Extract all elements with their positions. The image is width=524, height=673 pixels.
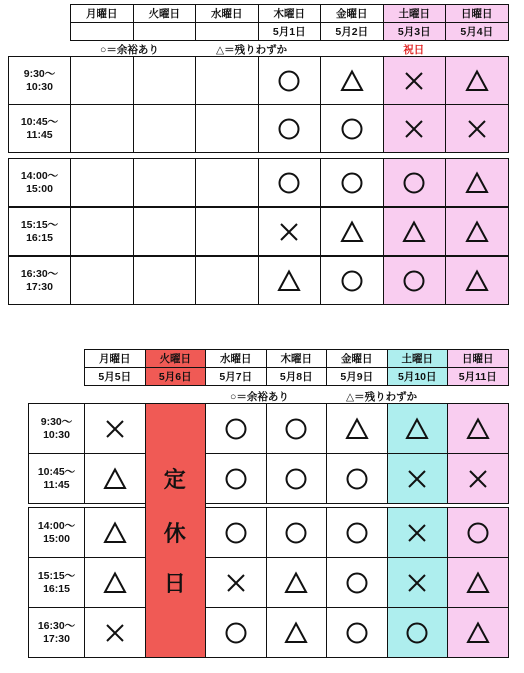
schedule2-slot-r1-c6 (447, 453, 509, 504)
schedule1-slot-r1-c2 (195, 104, 259, 153)
schedule2-slot-r0-c6 (447, 403, 509, 454)
schedule2-date-2: 5月7日 (205, 367, 267, 386)
circle-mark-icon (284, 521, 308, 545)
schedule2-slot-r0-c0 (84, 403, 146, 454)
schedule2-weekday-2: 水曜日 (205, 349, 267, 368)
schedule2-legend-triangle: △＝残りわずか (346, 391, 418, 403)
schedule2-slot-r1-c3 (266, 453, 328, 504)
schedule2-slot-r0-c5 (387, 403, 449, 454)
schedule1-slot-r2-c1 (133, 158, 197, 207)
schedule1-slot-r1-c0 (70, 104, 134, 153)
schedule2-date-5: 5月10日 (387, 367, 449, 386)
schedule2-slot-r3-c4 (326, 557, 388, 608)
circle-mark-icon (277, 117, 301, 141)
schedule2-slot-r2-c6 (447, 507, 509, 558)
schedule1-slot-r3-c4 (320, 207, 384, 256)
schedule2-slot-r4-c0 (84, 607, 146, 658)
circle-mark-icon (340, 171, 364, 195)
circle-mark-icon (340, 117, 364, 141)
schedule1-date-0 (70, 22, 134, 41)
circle-mark-icon (345, 571, 369, 595)
schedule1-time-slot-2: 14:00〜 15:00 (8, 158, 71, 207)
schedule1-date-4: 5月2日 (320, 22, 384, 41)
circle-mark-icon (277, 69, 301, 93)
schedule1-slot-r0-c5 (383, 56, 447, 105)
schedule2-time-slot-4: 16:30〜 17:30 (28, 607, 85, 658)
schedule1-weekday-4: 金曜日 (320, 4, 384, 23)
circle-mark-icon (277, 171, 301, 195)
schedule2-weekday-0: 月曜日 (84, 349, 146, 368)
circle-mark-icon (402, 269, 426, 293)
triangle-mark-icon (284, 621, 308, 645)
schedule1-date-5: 5月3日 (383, 22, 447, 41)
schedule1-date-3: 5月1日 (258, 22, 322, 41)
circle-mark-icon (345, 521, 369, 545)
triangle-mark-icon (277, 269, 301, 293)
schedule1-slot-r3-c0 (70, 207, 134, 256)
schedule2-closed-day-text-0: 定 (163, 466, 186, 492)
schedule2-slot-r4-c5 (387, 607, 449, 658)
schedule1-slot-r2-c2 (195, 158, 259, 207)
schedule1-time-slot-3: 15:15〜 16:15 (8, 207, 71, 256)
triangle-mark-icon (103, 521, 127, 545)
schedule2-weekday-5: 土曜日 (387, 349, 449, 368)
schedule2-time-slot-3: 15:15〜 16:15 (28, 557, 85, 608)
schedule2-slot-r3-c0 (84, 557, 146, 608)
schedule1-slot-r0-c3 (258, 56, 322, 105)
schedule2-slot-r4-c3 (266, 607, 328, 658)
circle-mark-icon (224, 621, 248, 645)
triangle-mark-icon (405, 417, 429, 441)
schedule1-slot-r1-c6 (445, 104, 509, 153)
schedule1-date-1 (133, 22, 197, 41)
schedule2-date-6: 5月11日 (447, 367, 509, 386)
schedule1-slot-r4-c6 (445, 256, 509, 305)
schedule1-time-slot-4: 16:30〜 17:30 (8, 256, 71, 305)
schedule2-slot-r3-c2 (205, 557, 267, 608)
schedule2-slot-r0-c2 (205, 403, 267, 454)
cross-mark-icon (402, 117, 426, 141)
schedule2-slot-r2-c4 (326, 507, 388, 558)
triangle-mark-icon (402, 220, 426, 244)
schedule1-weekday-5: 土曜日 (383, 4, 447, 23)
schedule2-slot-r2-c5 (387, 507, 449, 558)
schedule2-slot-r0-c4 (326, 403, 388, 454)
schedule1-slot-r2-c4 (320, 158, 384, 207)
triangle-mark-icon (465, 171, 489, 195)
schedule1-slot-r1-c1 (133, 104, 197, 153)
schedule2-slot-r4-c4 (326, 607, 388, 658)
schedule1-weekday-2: 水曜日 (195, 4, 259, 23)
schedule1-legend-circle: ○＝余裕あり (100, 44, 159, 56)
circle-mark-icon (402, 171, 426, 195)
schedule1-holiday-label: 祝日 (403, 44, 425, 56)
triangle-mark-icon (340, 220, 364, 244)
schedule2-date-0: 5月5日 (84, 367, 146, 386)
schedule1-slot-r1-c4 (320, 104, 384, 153)
triangle-mark-icon (284, 571, 308, 595)
schedule2-slot-r3-c3 (266, 557, 328, 608)
circle-mark-icon (340, 269, 364, 293)
schedule1-time-slot-0: 9:30〜 10:30 (8, 56, 71, 105)
circle-mark-icon (224, 521, 248, 545)
cross-mark-icon (405, 521, 429, 545)
schedule2-slot-r2-c2 (205, 507, 267, 558)
schedule1-slot-r3-c6 (445, 207, 509, 256)
schedule2-slot-r4-c2 (205, 607, 267, 658)
triangle-mark-icon (103, 571, 127, 595)
schedule2-weekday-1: 火曜日 (145, 349, 207, 368)
triangle-mark-icon (465, 69, 489, 93)
cross-mark-icon (405, 571, 429, 595)
schedule1-slot-r0-c6 (445, 56, 509, 105)
schedule2-slot-r3-c6 (447, 557, 509, 608)
schedule1-slot-r3-c3 (258, 207, 322, 256)
circle-mark-icon (466, 521, 490, 545)
schedule1-slot-r2-c0 (70, 158, 134, 207)
circle-mark-icon (345, 621, 369, 645)
triangle-mark-icon (465, 269, 489, 293)
schedule1-weekday-3: 木曜日 (258, 4, 322, 23)
schedule2-date-4: 5月9日 (326, 367, 388, 386)
schedule1-slot-r2-c6 (445, 158, 509, 207)
schedule2-time-slot-1: 10:45〜 11:45 (28, 453, 85, 504)
schedule1-slot-r2-c5 (383, 158, 447, 207)
schedule2-slot-r1-c0 (84, 453, 146, 504)
schedule1-time-slot-1: 10:45〜 11:45 (8, 104, 71, 153)
schedule1-slot-r2-c3 (258, 158, 322, 207)
triangle-mark-icon (340, 69, 364, 93)
schedule2-time-slot-2: 14:00〜 15:00 (28, 507, 85, 558)
schedule2-slot-r1-c5 (387, 453, 449, 504)
schedule1-slot-r0-c4 (320, 56, 384, 105)
schedule1-slot-r3-c5 (383, 207, 447, 256)
schedule1-legend-triangle: △＝残りわずか (216, 44, 288, 56)
schedule2-weekday-3: 木曜日 (266, 349, 328, 368)
schedule1-weekday-6: 日曜日 (445, 4, 509, 23)
schedule2-weekday-6: 日曜日 (447, 349, 509, 368)
circle-mark-icon (345, 467, 369, 491)
cross-mark-icon (465, 117, 489, 141)
cross-mark-icon (466, 467, 490, 491)
schedule2-closed-day-text-2: 日 (163, 570, 186, 596)
schedule2-weekday-4: 金曜日 (326, 349, 388, 368)
schedule2-date-1: 5月6日 (145, 367, 207, 386)
cross-mark-icon (224, 571, 248, 595)
schedule1-slot-r4-c4 (320, 256, 384, 305)
cross-mark-icon (103, 621, 127, 645)
schedule2-slot-r2-c0 (84, 507, 146, 558)
circle-mark-icon (224, 467, 248, 491)
circle-mark-icon (284, 417, 308, 441)
schedule2-date-3: 5月8日 (266, 367, 328, 386)
schedule1-date-6: 5月4日 (445, 22, 509, 41)
schedule1-date-2 (195, 22, 259, 41)
schedule2-closed-day-text-1: 休 (163, 520, 186, 546)
schedule1-weekday-0: 月曜日 (70, 4, 134, 23)
circle-mark-icon (224, 417, 248, 441)
schedule1-slot-r3-c2 (195, 207, 259, 256)
cross-mark-icon (405, 467, 429, 491)
schedule2-slot-r0-c3 (266, 403, 328, 454)
circle-mark-icon (405, 621, 429, 645)
schedule1-weekday-1: 火曜日 (133, 4, 197, 23)
schedule2-legend-circle: ○＝余裕あり (230, 391, 289, 403)
triangle-mark-icon (466, 571, 490, 595)
schedule1-slot-r4-c2 (195, 256, 259, 305)
triangle-mark-icon (103, 467, 127, 491)
cross-mark-icon (402, 69, 426, 93)
schedule1-slot-r1-c3 (258, 104, 322, 153)
circle-mark-icon (284, 467, 308, 491)
schedule1-slot-r3-c1 (133, 207, 197, 256)
schedule2-slot-r1-c2 (205, 453, 267, 504)
schedule1-slot-r4-c1 (133, 256, 197, 305)
schedule2-time-slot-0: 9:30〜 10:30 (28, 403, 85, 454)
schedule1-slot-r4-c5 (383, 256, 447, 305)
schedule2-slot-r4-c6 (447, 607, 509, 658)
schedule2-slot-r3-c5 (387, 557, 449, 608)
schedule1-slot-r0-c1 (133, 56, 197, 105)
schedule1-slot-r0-c2 (195, 56, 259, 105)
schedule2-slot-r1-c4 (326, 453, 388, 504)
schedule2-slot-r2-c3 (266, 507, 328, 558)
triangle-mark-icon (345, 417, 369, 441)
schedule1-slot-r0-c0 (70, 56, 134, 105)
triangle-mark-icon (465, 220, 489, 244)
cross-mark-icon (277, 220, 301, 244)
schedule1-slot-r4-c0 (70, 256, 134, 305)
schedule1-slot-r1-c5 (383, 104, 447, 153)
schedule1-slot-r4-c3 (258, 256, 322, 305)
triangle-mark-icon (466, 417, 490, 441)
triangle-mark-icon (466, 621, 490, 645)
cross-mark-icon (103, 417, 127, 441)
